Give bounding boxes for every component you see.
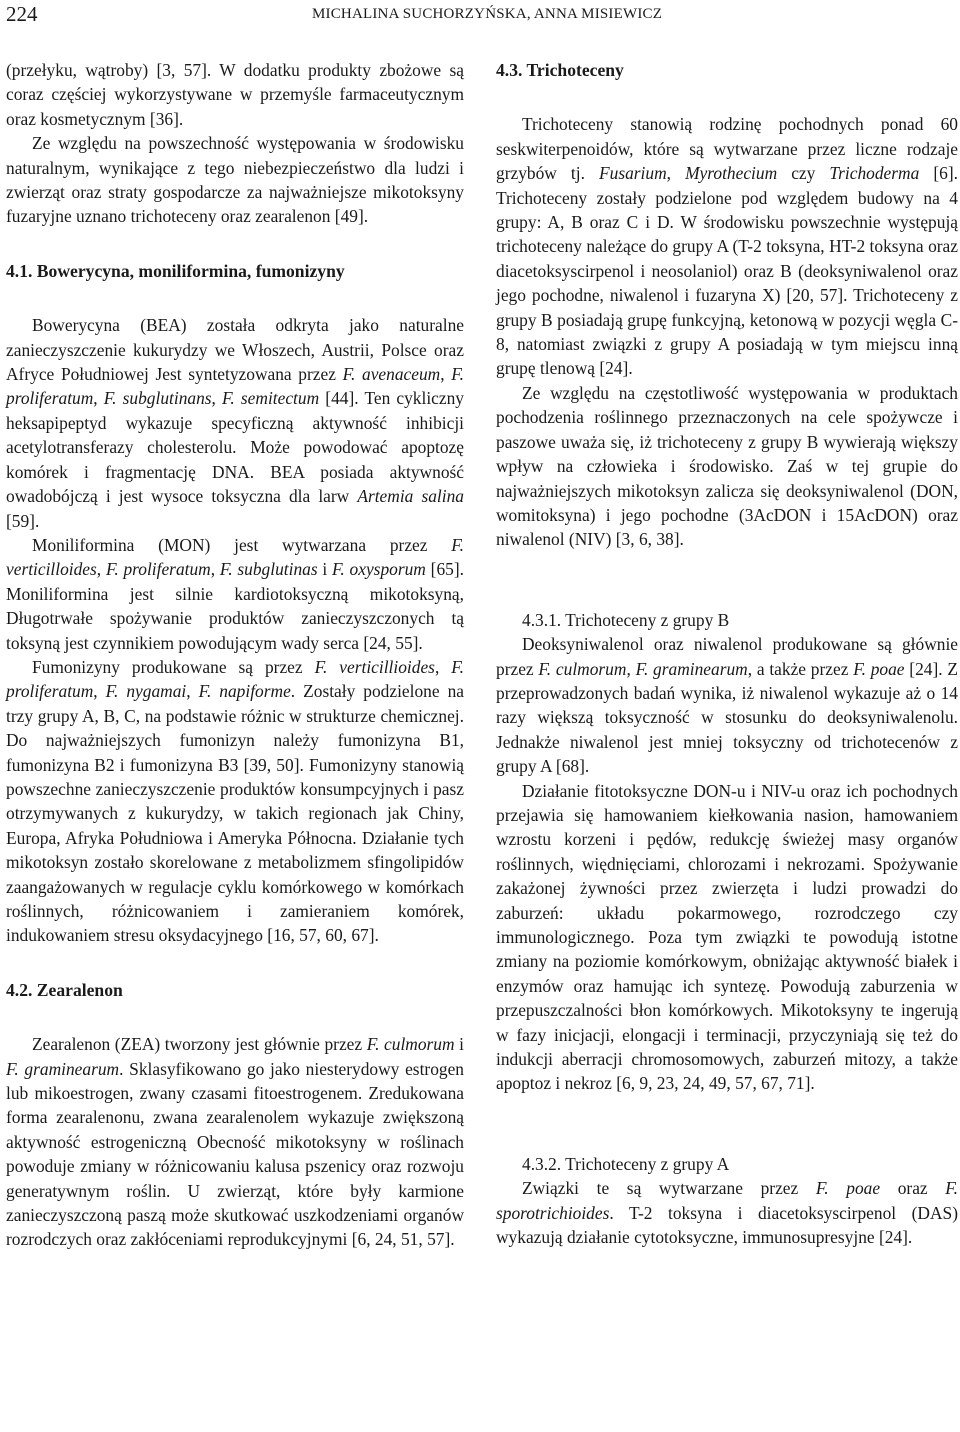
left-column [6,58,464,1252]
section-heading-4-2: 4.2. Zearalenon [6,979,123,1000]
subsection-heading-4-3-2: 4.3.2. Trichoteceny z grupy A [522,1153,730,1174]
paragraph-phytotoxic: Działanie fitotoksyczne DON-u i NIV-u oraz ich pochodnych przejawia się hamowaniem kiełkowania nasion, hamowaniem wzrostu korzeni i pędów, redukcję świeżej masy organów roślinnych, więdnięciami, chlorozami i nekrozami. Spożywanie zakażonej żywności przez zwierzęta i ludzi prowadzi do zaburzeń: układu pokarmowego, rozrodczego czy immunologicznego. Poza tym związki te powodują istotne zmiany na poziomie komórkowym, obniżając aktywność białek i enzymów oraz hamując ich syntezę. Powodują zaburzenia w przepuszczalności błon komórkowych. Mikotoksyny te ingerują w fazy inicjacji, elongacji i terminacji, przyczyniają się też do indukcji aberracji chromosomowych, zaburzeń mitozy, a także apoptoz i nekroz [6, 9, 23, 24, 49, 57, 67, 71]. [496,780,958,1094]
paragraph-trichoteceny: Trichoteceny stanowią rodzinę pochodnych ponad 60 seskwiterpenoidów, które są wytwarzane przez liczne rodzaje grzybów tj. Fusarium, Myrothecium czy Trichoderma [6]. Trichoteceny zostały podzielone pod względem budowy na 4 grupy: A, B oraz C i D. W środowisku powszechnie występują trichoteceny należące do grupy A (T-2 toksyna, HT-2 toksyna oraz diacetoksyscirpenol i neosolaniol) oraz B (deoksyniwalenol oraz jego pochodne, niwalenol i fuzaryna X) [20, 57]. Trichoteceny z grupy B posiadają grupę funkcyjną, ketonową w pozycji węgla C-8, natomiast związki z grupy A posiadają w tym miejscu inną grupę tlenową [24]. [496,114,958,379]
paragraph-intro-continuation: (przełyku, wątroby) [3, 57]. W dodatku produkty zbożowe są coraz częściej wykorzystywane w przemyśle farmaceutycznym oraz kosmetycznym [36]. [6,60,464,129]
paragraph-zearalenon: Zearalenon (ZEA) tworzony jest głównie przez F. culmorum i F. graminearum. Sklasyfikowano go jako niesterydowy estrogen lub mikoestrogen, zwany czasami fitoestrogenem. Zredukowana forma zearalenonu, zwana zearalenolem wykazuje zwiększoną aktywność estrogeniczną Obecność mikotoksyny w roślinach powoduje zmiany w różnicowaniu kalusa pszenicy oraz rozwoju generatywnym roślin. U zwierząt, które były karmione zanieczyszczoną paszą może skutkować uszkodzeniami organów rozrodczych oraz zakłóceniami reprodukcyjnymi [6, 24, 51, 57]. [6,1034,464,1250]
paragraph-moniliformina: Moniliformina (MON) jest wytwarzana przez F. verticilloides, F. proliferatum, F. subglutinas i F. oxysporum [65]. Moniliformina jest silnie kardiotoksyczną mikotoksyną, Długotrwałe spożywanie produktów zanieczyszczonych tą toksyną jest czynnikiem powodującym wady serca [24, 55]. [6,534,464,653]
page-number: 224 [6,2,38,26]
paragraph-importance: Ze względu na powszechność występowania w środowisku naturalnym, wynikające z tego niebezpieczeństwo dla ludzi i zwierząt oraz straty gospodarcze za najważniejsze mikotoksyny fuzaryjne uznano trichoteceny oraz zearalenon [49]. [6,133,464,227]
subsection-heading-4-3-1: 4.3.1. Trichoteceny z grupy B [522,609,730,630]
paragraph-group-b: Deoksyniwalenol oraz niwalenol produkowane są głównie przez F. culmorum, F. graminearum, a także przez F. poae [24]. Z przeprowadzonych badań wynika, iż niwalenol wykazuje aż o 14 razy większą toksyczność w stosunku do deoksyniwalenolu. Jednakże niwalenol jest mniej toksyczny od trichotecenów z grupy A [68]. [496,634,959,777]
right-column [496,58,958,1249]
paragraph-fumonizyny: Fumonizyny produkowane są przez F. verticillioides, F. proliferatum, F. nygamai, F. napiforme. Zostały podzielone na trzy grupy A, B, C, na podstawie różnic w strukturze chemicznej. Do najważniejszych fumonizyn należy fumonizyna B1, fumonizyna B2 i fumonizyna B3 [39, 50]. Fumonizyny stanowią powszechne zanieczyszczenie produktów konsumpcyjnych i pasz otrzymywanych z kukurydzy, w takich regionach jak Chiny, Europa, Afryka Południowa i Ameryka Północna. Działanie tych mikotoksyn zostało skorelowane z metabolizmem sfingolipidów zaangażowanych w regulacje cyklu komórkowego w komórkach roślinnych, różnicowaniem i zamieraniem komórek, indukowaniem stresu oksydacyjnego [16, 57, 60, 67]. [6,656,464,946]
section-heading-4-1: 4.1. Bowerycyna, moniliformina, fumonizyny [6,260,345,281]
section-heading-4-3: 4.3. Trichoteceny [496,60,624,80]
paragraph-group-a: Związki te są wytwarzane przez F. poae oraz F. sporotrichioides. T-2 toksyna i diacetoksyscirpenol (DAS) wykazują działanie cytotoksyczne, immunosupresyjne [24]. [496,1178,959,1248]
running-header [0,0,960,40]
running-title: MICHALINA SUCHORZYŃSKA, ANNA MISIEWICZ [312,6,663,22]
paragraph-frequency: Ze względu na częstotliwość występowania w produktach pochodzenia roślinnego przeznaczonych na cele spożywcze i paszowe uważa się, iż trichoteceny z grupy B wywierają większy wpływ na człowieka i środowisko. Zaś w tej grupie do najważniejszych mikotoksyn zalicza się deoksyniwalenol (DON, womitoksyna) i jego pochodne (3AcDON i 15AcDON) oraz niwalenol (NIV) [3, 6, 38]. [496,382,958,550]
paragraph-bowerycyna: Bowerycyna (BEA) została odkryta jako naturalne zanieczyszczenie kukurydzy we Włoszech, Austrii, Polsce oraz Afryce Południowej Jest syntetyzowana przez F. avenaceum, F. proliferatum, F. subglutinans, F. semitectum [44]. Ten cykliczny heksapipeptyd wykazuje specyficzną aktywność inhibicji acetylotransferazy cholesterolu. Może powodować apoptozę komórek i fragmentację DNA. BEA posiada aktywność owadobójczą i jest wysoce toksyczna dla larw Artemia salina [59]. [6,315,465,531]
